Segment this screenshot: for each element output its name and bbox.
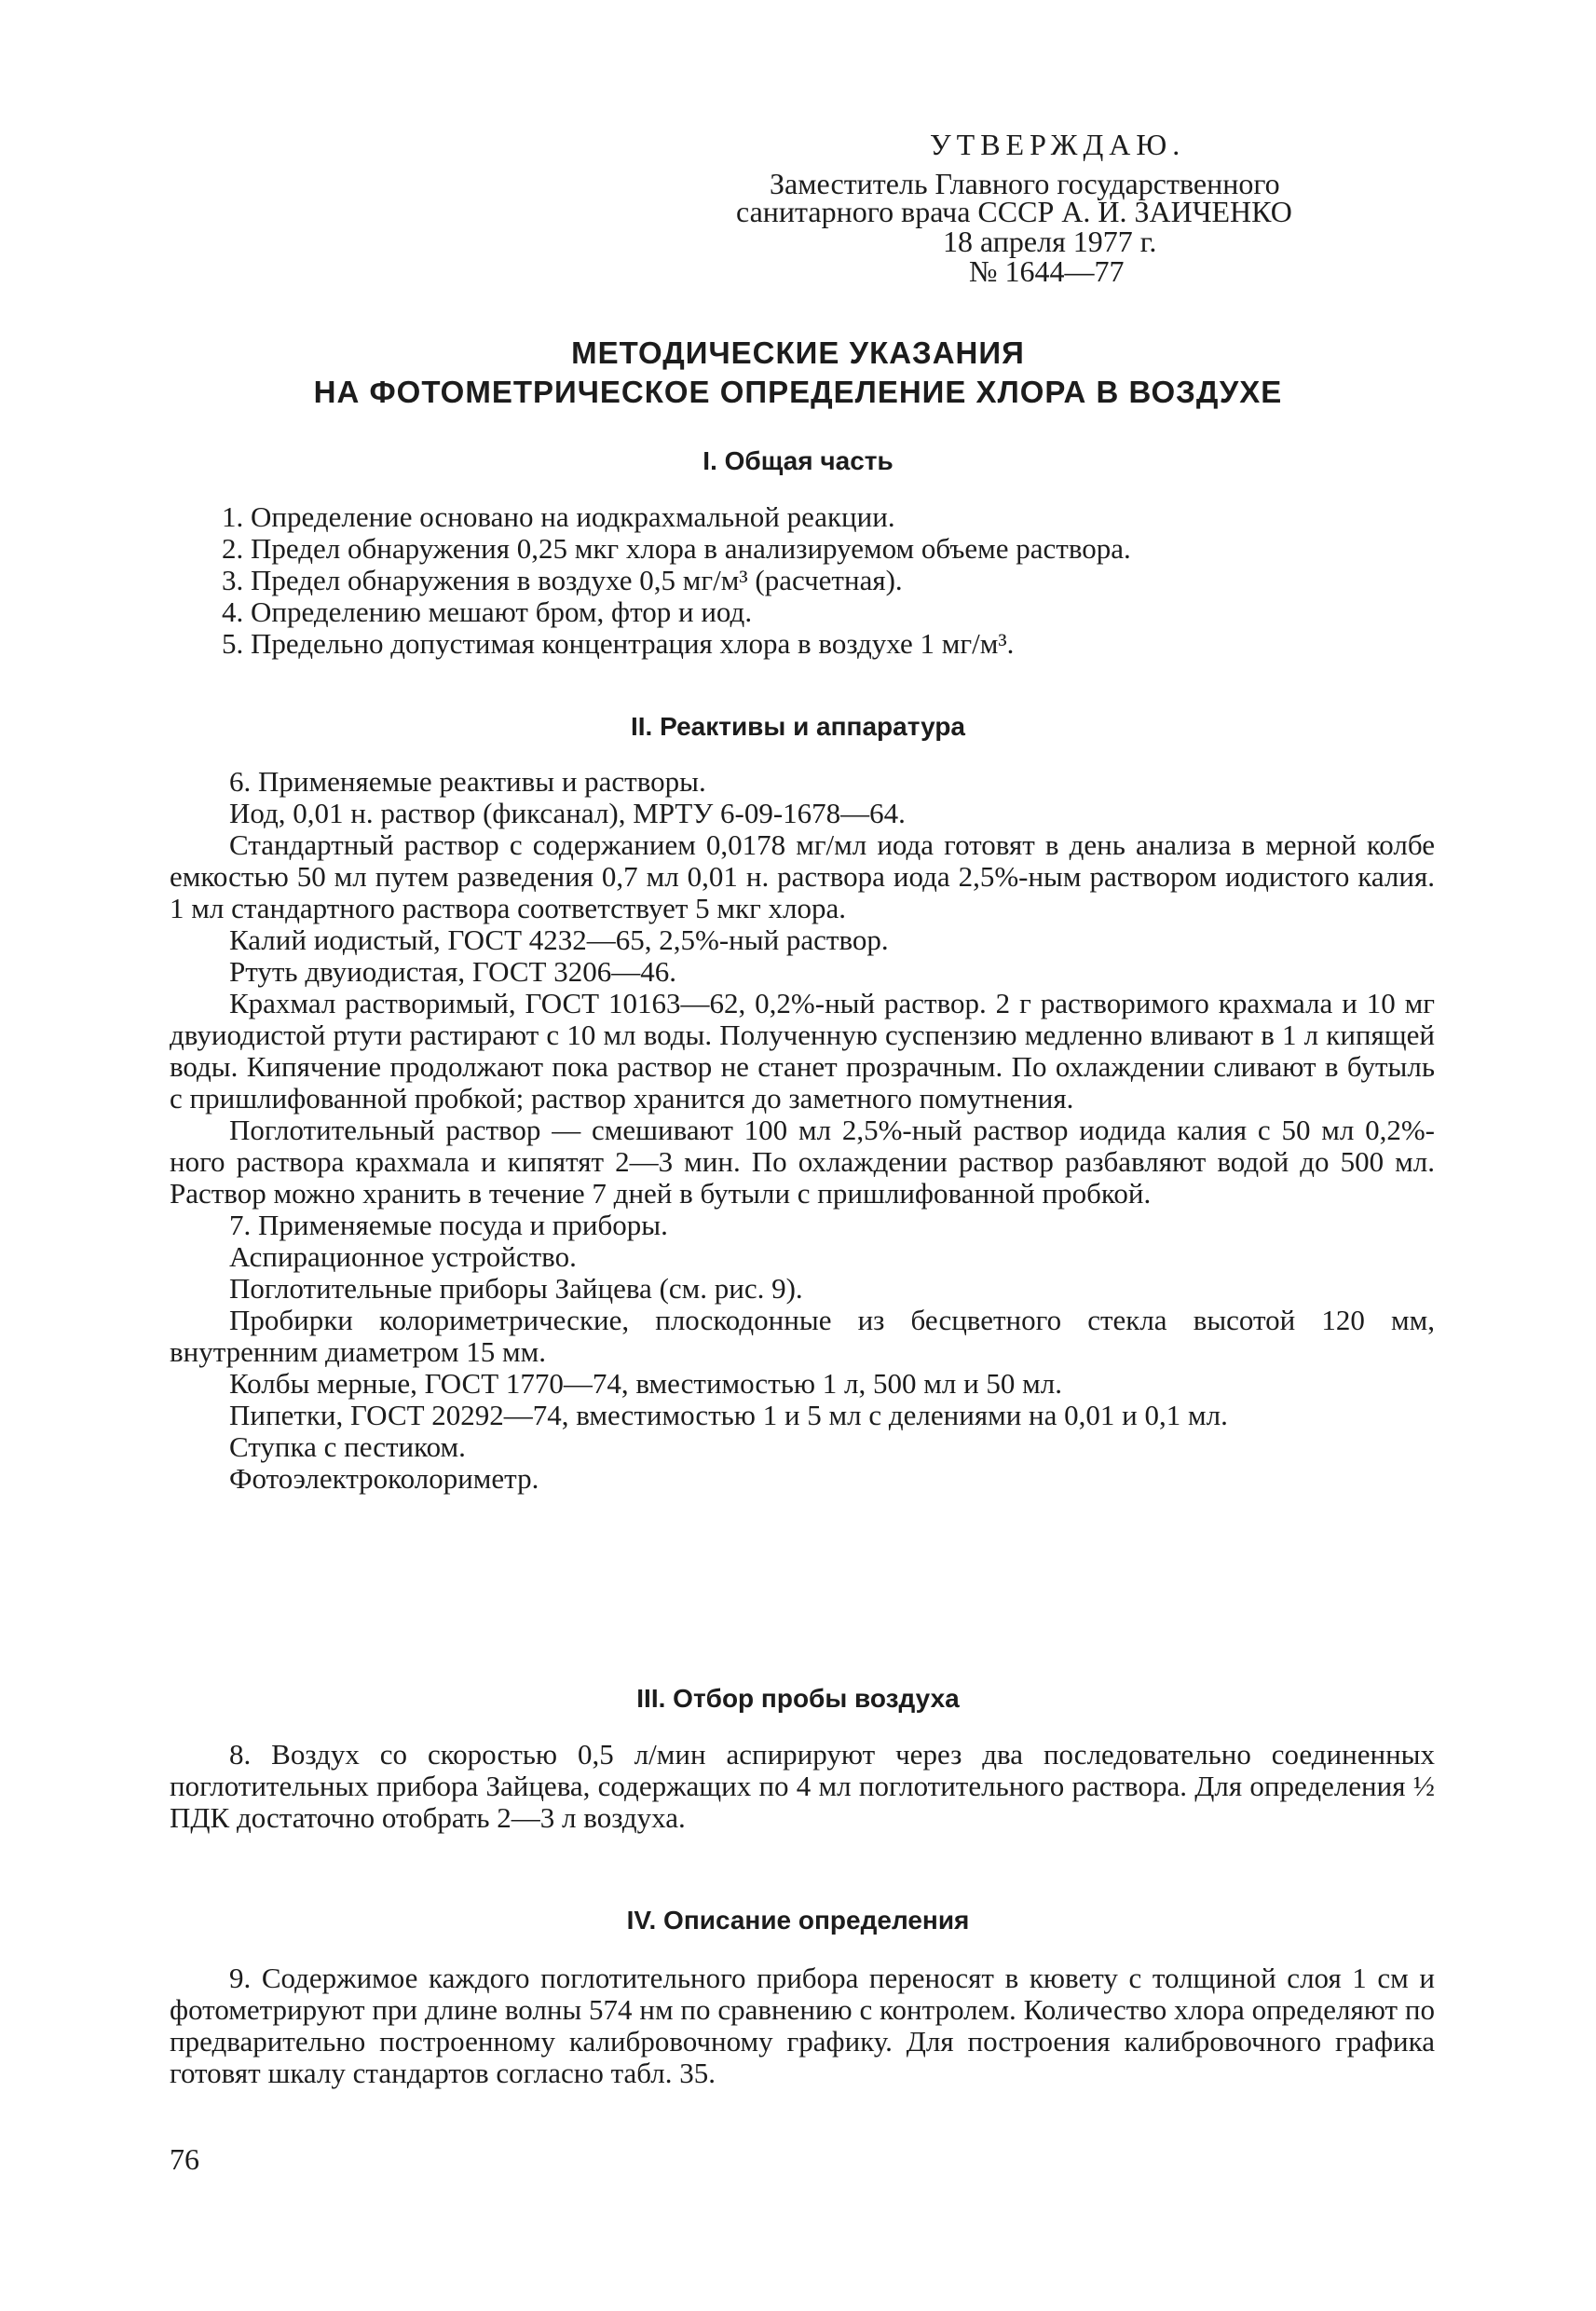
- page-number: 76: [170, 2142, 199, 2176]
- paragraph: Пипетки, ГОСТ 20292—74, вместимостью 1 и 5 мл с делениями на 0,01 и 0,1 мл.: [229, 1399, 1228, 1431]
- paragraph: Поглотительный раствор — смешивают 100 мл 2,5%-ный раствор иодида калия с 50 мл 0,2%-ного раствора крахмала и кипятят 2—3 мин. По охлаждении раствор разбавляют водой до 500 мл. Раствор можно хранить в течение 7 дней в бутыли с пришлифованной пробкой.: [170, 1114, 1435, 1210]
- paragraph: Колбы мерные, ГОСТ 1770—74, вместимостью 1 л, 500 мл и 50 мл.: [229, 1367, 1063, 1400]
- paragraph: Стандартный раствор с содержанием 0,0178 мг/мл иода готовят в день анализа в мерной колбе емкостью 50 мл путем разведения 0,7 мл 0,01 н. раствора иода 2,5%-ным раствором иодистого калия. 1 мл стандартного раствора соответствует 5 мкг хлора.: [170, 828, 1435, 924]
- section-3-body: [170, 1739, 1435, 1834]
- paragraph: Калий иодистый, ГОСТ 4232—65, 2,5%-ный раствор.: [229, 923, 889, 956]
- list-item: 2. Предел обнаружения 0,25 мкг хлора в анализируемом объеме раствора.: [222, 532, 1131, 565]
- paragraph: Ртуть двуиодистая, ГОСТ 3206—46.: [229, 955, 676, 988]
- section-2-body: [170, 766, 1435, 1495]
- section-4-body: [170, 1962, 1435, 2089]
- approval-date: 18 апреля 1977 г.: [943, 225, 1157, 258]
- paragraph: 9. Содержимое каждого поглотительного прибора переносят в кювету с толщиной слоя 1 см и фотометрируют при длине волны 574 нм по сравнению с контролем. Количество хлора определяют по предварительно построенному калибровочному графику. Для построения калибровочного графика готовят шкалу стандартов согласно табл. 35.: [170, 1962, 1435, 2089]
- list-item: 5. Предельно допустимая концентрация хлора в воздухе 1 мг/м³.: [222, 627, 1015, 660]
- approval-number: № 1644—77: [969, 254, 1125, 288]
- section-1-heading: I. Общая часть: [703, 446, 893, 475]
- paragraph: 7. Применяемые посуда и приборы.: [229, 1209, 668, 1241]
- paragraph: Аспирационное устройство.: [229, 1240, 577, 1273]
- section-3-heading: III. Отбор пробы воздуха: [636, 1684, 960, 1713]
- list-item: 1. Определение основано на иодкрахмальной реакции.: [222, 500, 895, 533]
- title-line-1: МЕТОДИЧЕСКИЕ УКАЗАНИЯ: [571, 335, 1025, 370]
- paragraph: 8. Воздух со скоростью 0,5 л/мин аспирируют через два последовательно соединенных поглотительных прибора Зайцева, содержащих по 4 мл поглотительного раствора. Для определения ½ ПДК достаточно отобрать 2—3 л воздуха.: [170, 1738, 1435, 1834]
- approval-line-1: Заместитель Главного государственного: [770, 167, 1280, 200]
- paragraph: Поглотительные приборы Зайцева (см. рис. 9).: [229, 1272, 803, 1305]
- paragraph: Иод, 0,01 н. раствор (фиксанал), МРТУ 6-09-1678—64.: [229, 797, 906, 829]
- approval-heading: УТВЕРЖДАЮ.: [930, 128, 1186, 161]
- title-line-2: НА ФОТОМЕТРИЧЕСКОЕ ОПРЕДЕЛЕНИЕ ХЛОРА В ВОЗДУХЕ: [313, 375, 1283, 409]
- section-4-heading: IV. Описание определения: [626, 1906, 970, 1935]
- paragraph: Крахмал растворимый, ГОСТ 10163—62, 0,2%-ный раствор. 2 г растворимого крахмала и 10 мг двуиодистой ртути растирают с 10 мл воды. Полученную суспензию медленно вливают в 1 л кипящей воды. Кипячение продолжают пока раствор не станет прозрачным. По охлаждении сливают в бутыль с пришлифованной пробкой; раствор хранится до заметного помутнения.: [170, 987, 1435, 1114]
- paragraph: Фотоэлектроколориметр.: [229, 1462, 539, 1495]
- document-title: [0, 334, 1596, 412]
- section-1-list: [170, 501, 1435, 660]
- list-item: 3. Предел обнаружения в воздухе 0,5 мг/м³ (расчетная).: [222, 564, 903, 596]
- section-2-heading: II. Реактивы и аппаратура: [630, 712, 965, 741]
- approval-line-2: санитарного врача СССР А. И. ЗАИЧЕНКО: [736, 195, 1292, 228]
- paragraph: Ступка с пестиком.: [229, 1430, 466, 1463]
- paragraph: Пробирки колориметрические, плоскодонные из бесцветного стекла высотой 120 мм, внутренним диаметром 15 мм.: [170, 1304, 1435, 1368]
- list-item: 4. Определению мешают бром, фтор и иод.: [222, 595, 753, 628]
- paragraph: 6. Применяемые реактивы и растворы.: [229, 765, 706, 798]
